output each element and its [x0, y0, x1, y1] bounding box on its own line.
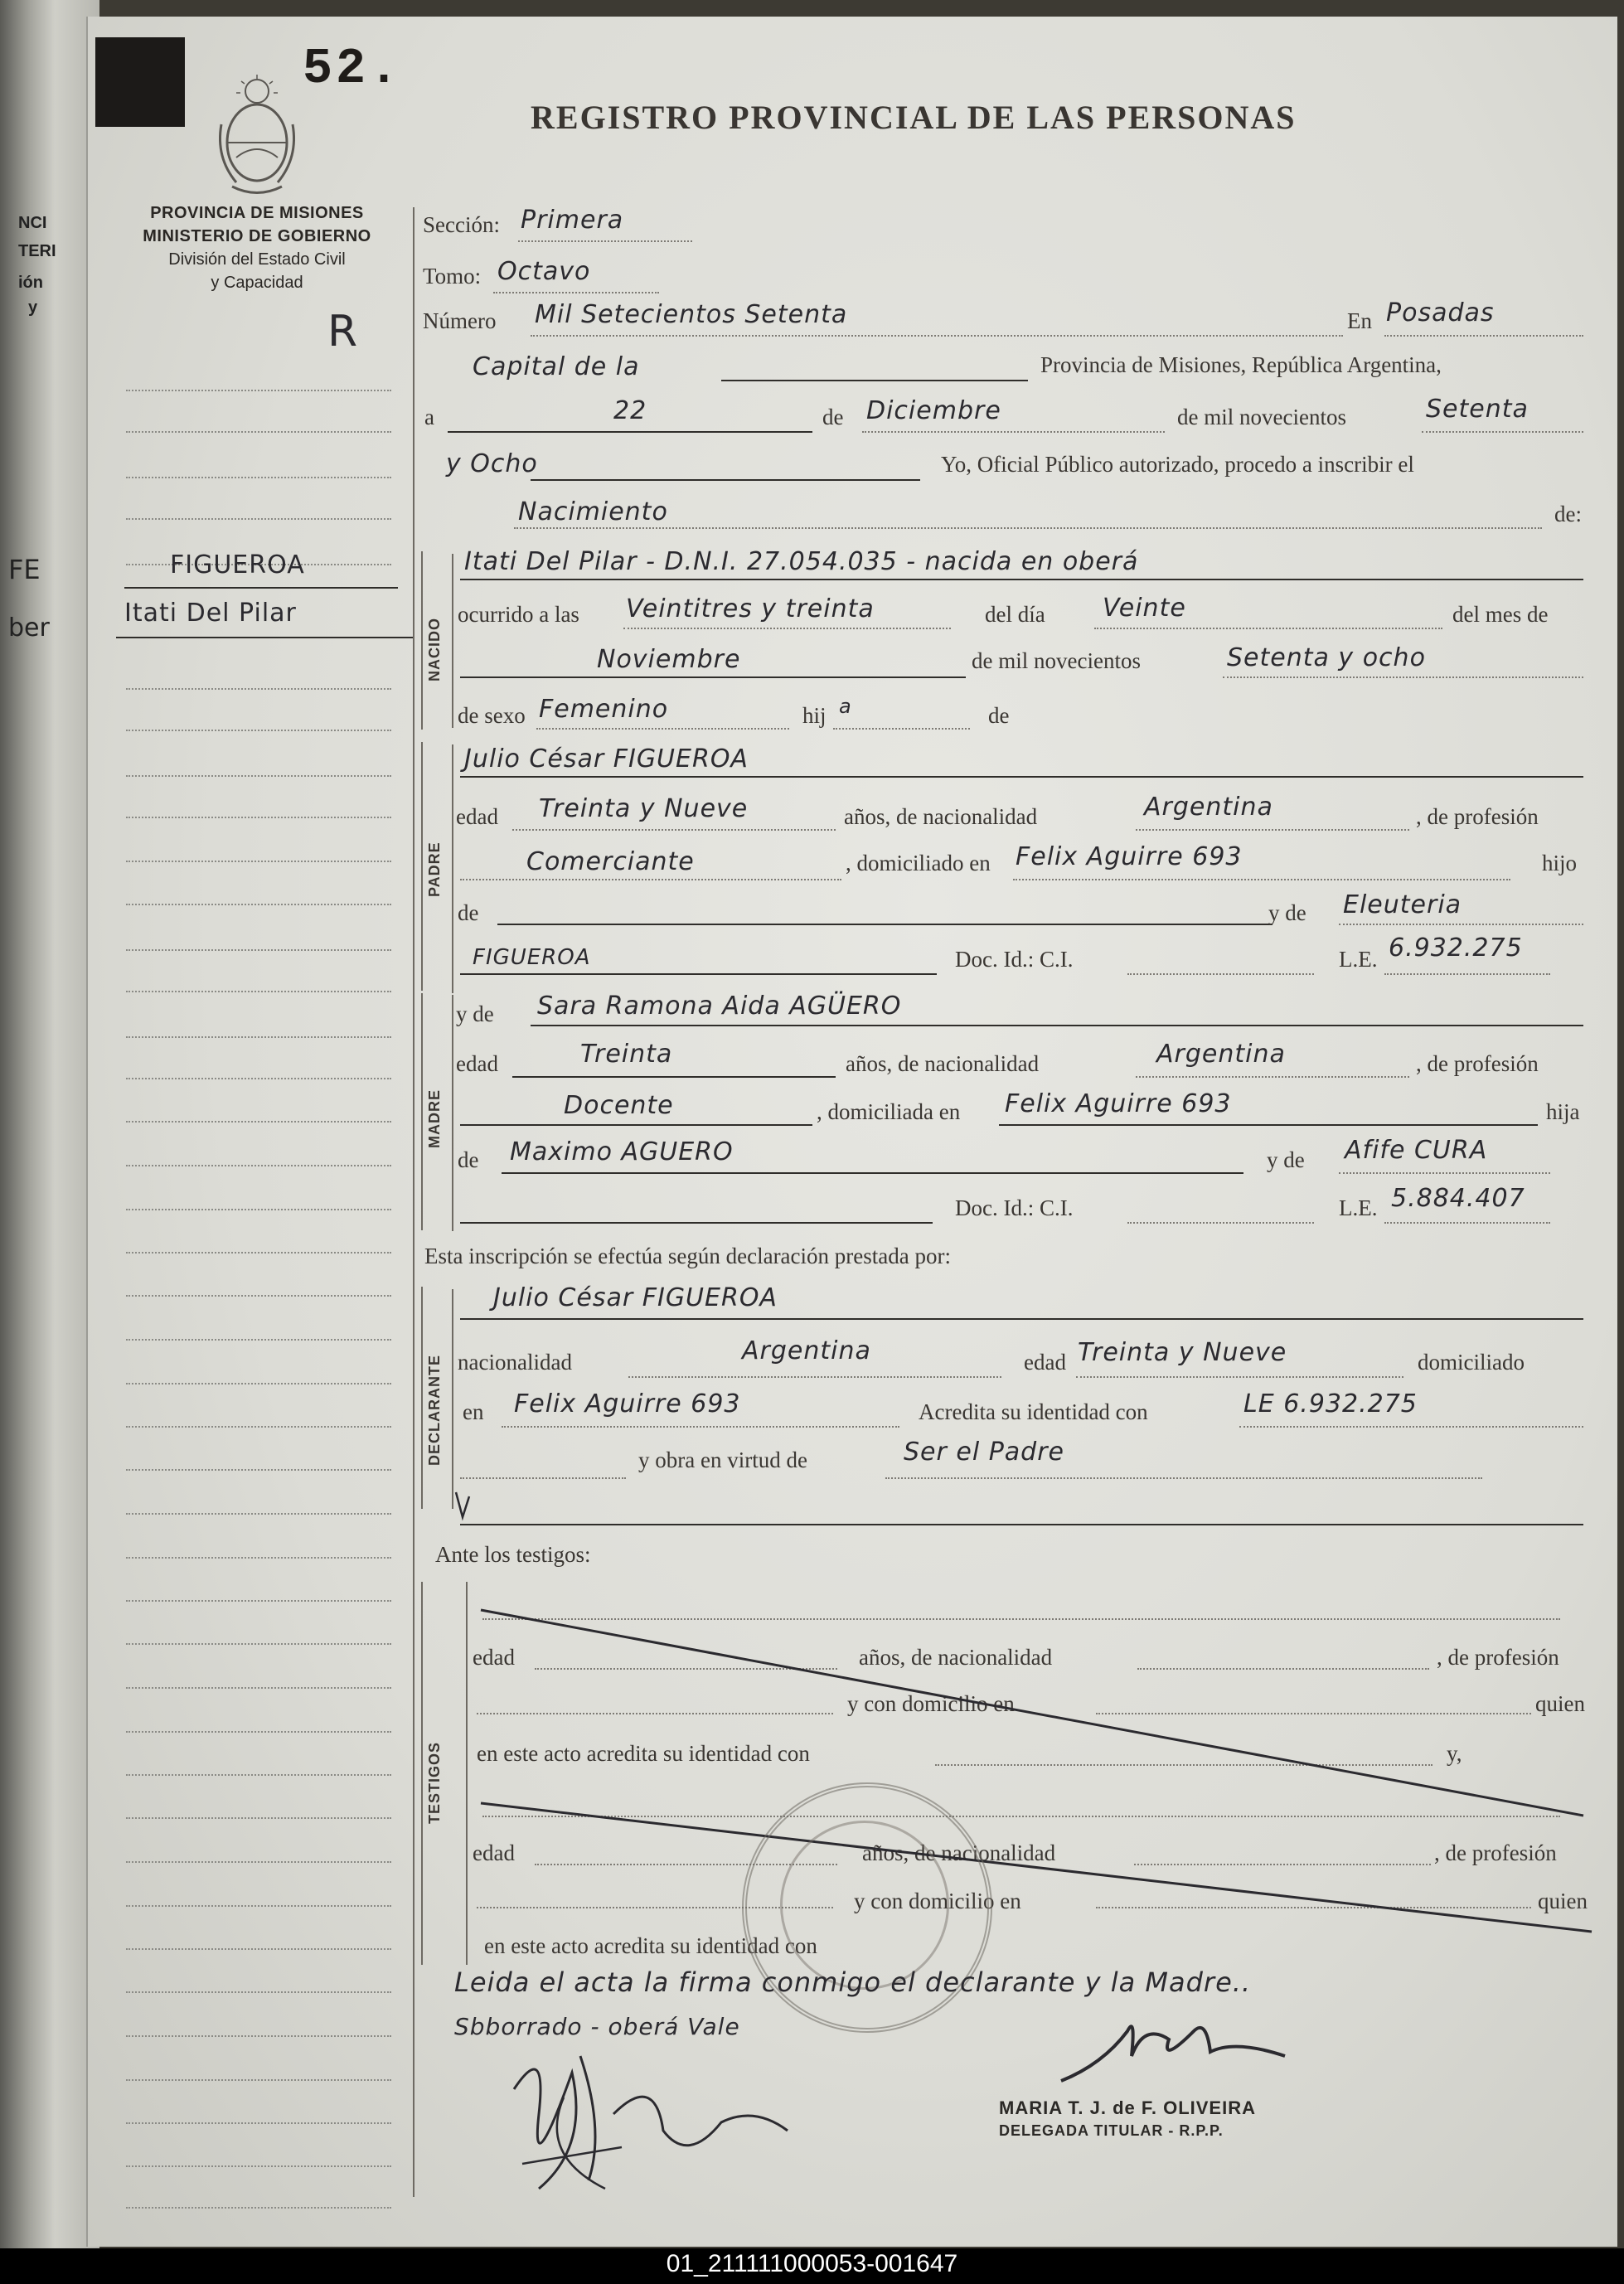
- declarante-intro: Esta inscripción se efectúa según declaración prestada por:: [424, 1244, 951, 1268]
- padre-de-label: de: [458, 900, 479, 925]
- declarante-nacionalidad-label: nacionalidad: [458, 1350, 572, 1375]
- hij-value: a: [839, 695, 852, 718]
- padre-edad-value: Treinta y Nueve: [539, 794, 749, 823]
- madre-profesion-value: Docente: [564, 1091, 674, 1120]
- section-madre: MADRE: [426, 1089, 443, 1148]
- en-value: Posadas: [1386, 298, 1495, 327]
- seccion-value: Primera: [521, 206, 624, 235]
- section-testigos: TESTIGOS: [426, 1741, 443, 1824]
- testigo2-acredita-label: en este acto acredita su identidad con: [484, 1933, 817, 1958]
- declarante-domicilio-value: Felix Aguirre 693: [514, 1389, 741, 1418]
- declarante-edad-value: Treinta y Nueve: [1078, 1338, 1287, 1367]
- madre-doc-label: Doc. Id.: C.I.: [955, 1195, 1074, 1220]
- prev-page-fragment: y: [28, 298, 38, 317]
- prev-page-fragment: FE: [8, 554, 41, 585]
- date-year-value1: Setenta: [1426, 395, 1529, 424]
- ocurrido-label: ocurrido a las: [458, 602, 579, 627]
- madre-le-value: 5.884.407: [1391, 1184, 1525, 1213]
- padre-domicilio-value: Felix Aguirre 693: [1016, 842, 1243, 871]
- margin-surname: FIGUEROA: [170, 550, 305, 579]
- madre-edad-value: Treinta: [580, 1040, 673, 1069]
- testigo1-edad-label: edad: [473, 1645, 515, 1670]
- index-tab: [95, 37, 185, 127]
- padre-anos-label: años, de nacionalidad: [844, 804, 1038, 829]
- closing-line-2: Sbborrado - oberá Vale: [454, 2013, 740, 2040]
- padre-nacionalidad-value: Argentina: [1144, 793, 1273, 822]
- prev-page-fragment: ión: [18, 274, 43, 292]
- capital-value: Capital de la: [473, 352, 640, 381]
- date-year-label: de mil novecientos: [1177, 405, 1346, 429]
- record-number: 52.: [303, 41, 403, 98]
- nacido-year-value: Setenta y ocho: [1227, 643, 1426, 672]
- declarante-virtud-value: Ser el Padre: [904, 1438, 1065, 1467]
- mes-value: Noviembre: [597, 645, 741, 674]
- de-colon-label: de:: [1554, 502, 1582, 526]
- document-title: REGISTRO PROVINCIAL DE LAS PERSONAS: [531, 99, 1297, 136]
- closing-line-1: Leida el acta la firma conmigo el declarante y la Madre..: [454, 1966, 1252, 1998]
- declarante-acredita-label: Acredita su identidad con: [919, 1399, 1148, 1424]
- madre-le-label: L.E.: [1339, 1195, 1378, 1220]
- madre-domicilio-value: Felix Aguirre 693: [1005, 1089, 1232, 1118]
- coat-of-arms-icon: [211, 75, 303, 199]
- prev-page-fragment: NCI: [18, 214, 47, 232]
- madre-y-de-label: y de: [456, 1001, 494, 1026]
- declarante-en-label: en: [463, 1399, 484, 1424]
- sexo-value: Femenino: [539, 695, 669, 724]
- madre-edad-label: edad: [456, 1051, 498, 1076]
- nacido-person: Itati Del Pilar - D.N.I. 27.054.035 - nacida en oberá: [464, 547, 1139, 576]
- previous-page-edge: [0, 0, 99, 2284]
- act-type-value: Nacimiento: [518, 497, 668, 526]
- division-label: División del Estado Civil: [168, 250, 346, 269]
- seccion-label: Sección:: [423, 212, 500, 237]
- date-year-value2: y Ocho: [446, 449, 538, 478]
- madre-profesion-label: , de profesión: [1416, 1051, 1539, 1076]
- numero-value: Mil Setecientos Setenta: [535, 300, 848, 329]
- testigo2-domicilio-label: y con domicilio en: [854, 1889, 1021, 1913]
- provincia-text: Provincia de Misiones, República Argentina,: [1040, 352, 1442, 377]
- padre-profesion-value: Comerciante: [526, 847, 695, 876]
- numero-label: Número: [423, 308, 497, 333]
- padre-profesion-label: , de profesión: [1416, 804, 1539, 829]
- ministry-label: MINISTERIO DE GOBIERNO: [143, 227, 371, 245]
- marginal-mark: R: [327, 307, 359, 356]
- declarante-virtud-label: y obra en virtud de: [638, 1448, 807, 1472]
- testigos-strike-lines: [464, 1592, 1608, 1965]
- madre-de-label: de: [458, 1147, 479, 1172]
- declarante-acredita-value: LE 6.932.275: [1243, 1389, 1418, 1418]
- madre-madre-name: Afife CURA: [1345, 1136, 1488, 1165]
- testigo2-quien-label: quien: [1538, 1889, 1588, 1913]
- province-label: PROVINCIA DE MISIONES: [150, 204, 364, 222]
- madre-domiciliada-label: , domiciliada en: [817, 1099, 961, 1124]
- declarante-domiciliado-label: domiciliado: [1418, 1350, 1525, 1375]
- hij-label: hij: [802, 703, 827, 728]
- testigo1-domicilio-label: y con domicilio en: [847, 1691, 1015, 1716]
- padre-madre-surname: FIGUEROA: [473, 945, 591, 970]
- nacido-de-label: de: [988, 703, 1010, 728]
- oficial-text: Yo, Oficial Público autorizado, procedo a inscribir el: [941, 452, 1414, 477]
- declarante-name: Julio César FIGUEROA: [493, 1283, 778, 1312]
- section-declarante: DECLARANTE: [426, 1355, 443, 1466]
- section-nacido: NACIDO: [426, 618, 443, 681]
- en-label: En: [1347, 308, 1372, 333]
- official-name: MARIA T. J. de F. OLIVEIRA: [999, 2097, 1256, 2118]
- declarante-signature: [489, 2023, 804, 2197]
- prev-page-fragment: TERI: [18, 242, 56, 260]
- testigo1-profesion-label: , de profesión: [1437, 1645, 1559, 1670]
- official-signature: [1053, 2006, 1302, 2097]
- padre-y-de-label: y de: [1268, 900, 1306, 925]
- declarante-nacionalidad-value: Argentina: [742, 1336, 871, 1365]
- del-mes-label: del mes de: [1452, 602, 1549, 627]
- margin-given-names: Itati Del Pilar: [124, 599, 297, 628]
- padre-doc-label: Doc. Id.: C.I.: [955, 947, 1074, 972]
- testigo1-acredita-label: en este acto acredita su identidad con: [477, 1741, 810, 1766]
- madre-anos-label: años, de nacionalidad: [846, 1051, 1040, 1076]
- padre-name: Julio César FIGUEROA: [464, 744, 749, 773]
- testigo2-profesion-label: , de profesión: [1434, 1840, 1557, 1865]
- padre-domiciliado-label: , domiciliado en: [846, 851, 991, 875]
- tomo-value: Octavo: [497, 257, 591, 286]
- padre-le-label: L.E.: [1339, 947, 1378, 972]
- madre-nacionalidad-value: Argentina: [1156, 1040, 1286, 1069]
- sexo-label: de sexo: [458, 703, 526, 728]
- testigo1-y-label: y,: [1447, 1741, 1462, 1766]
- del-dia-label: del día: [985, 602, 1045, 627]
- division-label-2: y Capacidad: [211, 274, 303, 292]
- madre-padre-name: Maximo AGUERO: [510, 1137, 734, 1166]
- hora-value: Veintitres y treinta: [626, 594, 875, 623]
- padre-madre-name: Eleuteria: [1343, 890, 1462, 919]
- declarante-cancel-stroke: [454, 1484, 471, 1525]
- section-padre: PADRE: [426, 841, 443, 897]
- tomo-label: Tomo:: [423, 264, 482, 289]
- madre-hija-label: hija: [1546, 1099, 1580, 1124]
- padre-edad-label: edad: [456, 804, 498, 829]
- testigo1-anos-label: años, de nacionalidad: [859, 1645, 1053, 1670]
- date-de-label: de: [822, 405, 844, 429]
- date-month-value: Diciembre: [866, 396, 1001, 425]
- nacido-year-label: de mil novecientos: [972, 648, 1141, 673]
- date-day-value: 22: [613, 396, 647, 425]
- testigo2-anos-label: años, de nacionalidad: [862, 1840, 1056, 1865]
- date-a-label: a: [424, 405, 434, 429]
- file-id: 01_211111000053-001647: [666, 2250, 958, 2277]
- madre-y-de2-label: y de: [1267, 1147, 1305, 1172]
- padre-le-value: 6.932.275: [1389, 933, 1523, 963]
- declarante-edad-label: edad: [1024, 1350, 1066, 1375]
- official-title: DELEGADA TITULAR - R.P.P.: [999, 2122, 1224, 2139]
- column-divider: [413, 207, 414, 2197]
- madre-name: Sara Ramona Aida AGÜERO: [537, 992, 902, 1021]
- dia-value: Veinte: [1103, 594, 1186, 623]
- testigos-intro: Ante los testigos:: [435, 1542, 591, 1567]
- prev-page-fragment: ber: [8, 613, 50, 643]
- testigo2-edad-label: edad: [473, 1840, 515, 1865]
- padre-hijo-label: hijo: [1542, 851, 1578, 875]
- testigo1-quien-label: quien: [1535, 1691, 1585, 1716]
